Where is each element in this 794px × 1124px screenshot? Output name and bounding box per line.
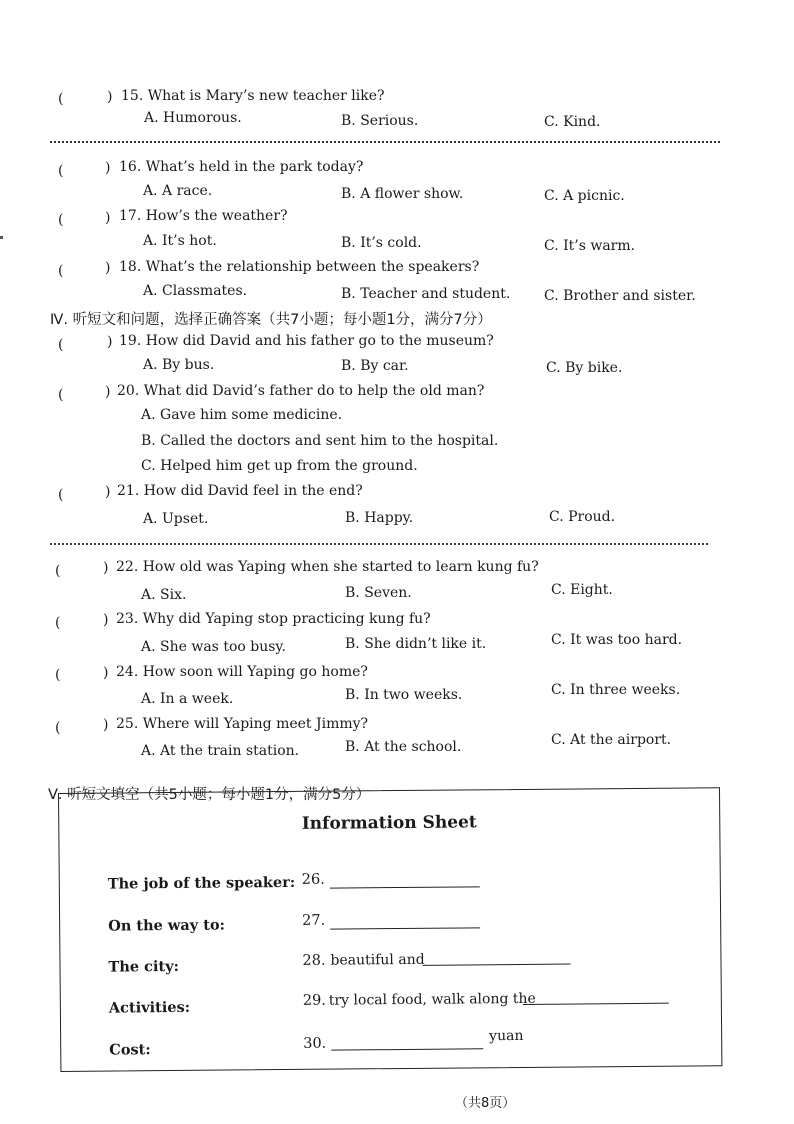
option-a: A. At the train station. <box>141 743 300 759</box>
answer-blank-30[interactable] <box>331 1048 483 1050</box>
option-a: A. Classmates. <box>143 283 248 299</box>
option-a: A. Humorous. <box>144 110 242 126</box>
answer-paren-close: ) <box>103 560 109 576</box>
answer-paren-open: ( <box>58 91 64 107</box>
option-b: B. Serious. <box>341 113 419 129</box>
option-a: A. Upset. <box>143 511 209 527</box>
option-a: A. In a week. <box>141 691 234 707</box>
option-c: C. Brother and sister. <box>544 288 696 304</box>
question-stem: 25. Where will Yaping meet Jimmy? <box>116 716 369 732</box>
option-a: A. Six. <box>141 587 187 603</box>
question-stem: 19. How did David and his father go to the museum? <box>119 333 494 349</box>
answer-paren-open: ( <box>58 387 64 403</box>
option-b: B. At the school. <box>345 739 462 755</box>
answer-paren-close: ) <box>105 484 111 500</box>
answer-paren-close: ) <box>103 717 109 733</box>
question-stem: 24. How soon will Yaping go home? <box>116 664 368 680</box>
row-label: On the way to: <box>108 916 226 935</box>
option-a: A. It’s hot. <box>143 233 217 249</box>
question-stem: 18. What’s the relationship between the speakers? <box>119 259 480 275</box>
option-b: B. Called the doctors and sent him to the hospital. <box>141 433 499 449</box>
option-c: C. In three weeks. <box>551 682 681 698</box>
option-c: C. By bike. <box>546 360 623 376</box>
answer-blank-26[interactable] <box>330 886 480 888</box>
option-b: B. Happy. <box>345 510 414 526</box>
option-a: A. A race. <box>143 183 213 199</box>
answer-paren-close: ) <box>105 210 111 226</box>
sheet-title: Information Sheet <box>301 812 477 834</box>
answer-paren-open: ( <box>55 720 61 736</box>
row-prefix: beautiful and <box>330 951 425 969</box>
answer-paren-close: ) <box>107 334 113 350</box>
answer-paren-close: ) <box>105 160 111 176</box>
answer-blank-29[interactable] <box>523 1003 669 1005</box>
dotted-divider <box>50 543 708 545</box>
answer-blank-28[interactable] <box>423 964 571 966</box>
answer-paren-close: ) <box>105 260 111 276</box>
option-c: C. Proud. <box>549 509 616 525</box>
question-stem: 17. How’s the weather? <box>119 208 288 224</box>
row-label: Cost: <box>109 1041 151 1059</box>
question-stem: 16. What’s held in the park today? <box>119 159 364 175</box>
option-a: A. Gave him some medicine. <box>141 407 343 423</box>
answer-paren-close: ) <box>103 612 109 628</box>
answer-paren-open: ( <box>55 563 61 579</box>
option-c: C. At the airport. <box>551 732 672 748</box>
option-b: B. It’s cold. <box>341 235 422 251</box>
row-number: 26. <box>301 871 325 888</box>
answer-paren-close: ) <box>105 384 111 400</box>
question-stem: 15. What is Mary’s new teacher like? <box>121 88 385 104</box>
section-iv-heading: Ⅳ. 听短文和问题，选择正确答案（共7小题；每小题1分，满分7分） <box>50 312 492 328</box>
answer-paren-open: ( <box>58 163 64 179</box>
answer-paren-open: ( <box>58 487 64 503</box>
option-b: B. A flower show. <box>341 186 464 202</box>
option-b: B. By car. <box>341 358 409 374</box>
scan-mark <box>0 236 3 239</box>
row-number: 30. <box>303 1035 327 1052</box>
option-c: C. Eight. <box>551 582 613 598</box>
answer-paren-close: ) <box>107 89 113 105</box>
option-b: B. She didn’t like it. <box>345 636 487 652</box>
answer-paren-open: ( <box>58 212 64 228</box>
option-b: B. Seven. <box>345 585 412 601</box>
option-c: C. Helped him get up from the ground. <box>141 458 418 474</box>
question-stem: 22. How old was Yaping when she started to learn kung fu? <box>116 559 539 575</box>
option-c: C. It’s warm. <box>544 238 636 254</box>
row-number: 28. <box>302 952 326 969</box>
row-number: 29. <box>302 992 326 1009</box>
answer-paren-open: ( <box>58 263 64 279</box>
question-stem: 23. Why did Yaping stop practicing kung fu? <box>116 611 431 627</box>
row-label: The job of the speaker: <box>107 873 296 893</box>
option-b: B. Teacher and student. <box>341 286 511 302</box>
option-a: A. By bus. <box>143 357 215 373</box>
page-footer: （共8页） <box>455 1096 516 1111</box>
row-prefix: try local food, walk along the <box>328 990 536 1009</box>
answer-blank-27[interactable] <box>330 927 480 929</box>
dotted-divider <box>50 141 720 143</box>
row-suffix: yuan <box>489 1027 524 1045</box>
option-a: A. She was too busy. <box>141 639 286 655</box>
answer-paren-close: ) <box>103 665 109 681</box>
row-number: 27. <box>302 912 326 929</box>
answer-paren-open: ( <box>58 337 64 353</box>
row-label: The city: <box>108 957 180 976</box>
answer-paren-open: ( <box>55 615 61 631</box>
question-stem: 21. How did David feel in the end? <box>117 483 363 499</box>
section-v-heading: Ⅴ. 听短文填空（共5小题；每小题1分，满分5分） <box>48 787 371 803</box>
option-c: C. Kind. <box>544 114 601 130</box>
option-b: B. In two weeks. <box>345 687 463 703</box>
answer-paren-open: ( <box>55 667 61 683</box>
information-sheet <box>58 787 722 1072</box>
row-label: Activities: <box>108 998 191 1017</box>
option-c: C. A picnic. <box>544 188 625 204</box>
question-stem: 20. What did David’s father do to help the old man? <box>117 383 485 399</box>
option-c: C. It was too hard. <box>551 632 683 648</box>
